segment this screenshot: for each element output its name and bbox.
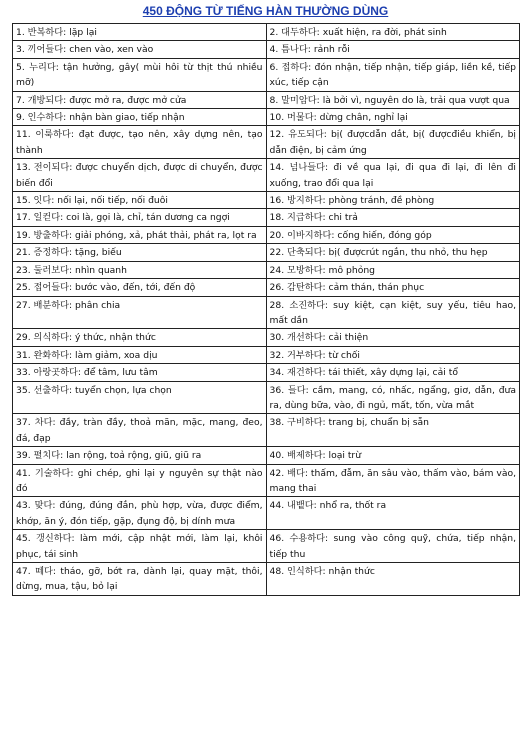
verb-entry: 15. 잇다: nối lại, nối tiếp, nối đuôi [13, 192, 267, 209]
verb-entry: 29. 의식하다: ý thức, nhận thức [13, 329, 267, 346]
verb-entry: 2. 대두하다: xuất hiện, ra đời, phát sinh [266, 24, 520, 41]
table-row [13, 530, 520, 563]
table-row [13, 346, 520, 363]
verb-entry: 19. 방출하다: giải phóng, xả, phát thải, phát ra, lọt ra [13, 226, 267, 243]
verb-entry: 32. 거부하다: từ chối [266, 346, 520, 363]
table-row [13, 109, 520, 126]
verb-entry: 5. 누리다: tận hưởng, gây( mùi hôi từ thịt thú nhiều mỡ) [13, 58, 267, 91]
verb-entry: 3. 끼어들다: chen vào, xen vào [13, 41, 267, 58]
table-row [13, 126, 520, 159]
verb-entry: 7. 개방되다: được mở ra, được mở cửa [13, 91, 267, 108]
table-row [13, 58, 520, 91]
page-title: 450 ĐỘNG TỪ TIẾNG HÀN THƯỜNG DÙNG [142, 4, 389, 18]
verb-entry: 33. 아랑곳하다: để tâm, lưu tâm [13, 364, 267, 381]
verb-entry: 23. 둘러보다: nhìn quanh [13, 261, 267, 278]
verb-entry: 44. 내뱉다: nhổ ra, thốt ra [266, 497, 520, 530]
table-row [13, 296, 520, 329]
verb-entry: 36. 들다: cầm, mang, có, nhấc, ngẩng, giơ, dẫn, đưa ra, dùng bữa, vào, đi ngủ, mất, tốn, vừa mắt [266, 381, 520, 414]
verb-entry: 20. 이바지하다: cống hiến, đóng góp [266, 226, 520, 243]
table-row [13, 41, 520, 58]
verb-entry: 34. 재건하다: tái thiết, xây dựng lại, cải tổ [266, 364, 520, 381]
table-row [13, 24, 520, 41]
table-row [13, 414, 520, 447]
verb-entry: 12. 유도되다: bị( đượcdẫn dắt, bị( đượcđiều khiển, bị dẫn điện, bị cảm ứng [266, 126, 520, 159]
verb-entry: 37. 차다: đầy, tràn đầy, thoả mãn, mặc, mang, đeo, đá, đạp [13, 414, 267, 447]
verb-entry: 1. 반복하다: lặp lại [13, 24, 267, 41]
verb-entry: 17. 일컫다: coi là, gọi là, chỉ, tán dương ca ngợi [13, 209, 267, 226]
verb-entry: 26. 감탄하다: cảm thán, thán phục [266, 279, 520, 296]
verb-entry: 9. 인수하다: nhận bàn giao, tiếp nhận [13, 109, 267, 126]
table-row [13, 244, 520, 261]
verb-entry: 31. 완화하다: làm giảm, xoa dịu [13, 346, 267, 363]
verb-entry: 48. 인식하다: nhận thức [266, 563, 520, 596]
table-row [13, 364, 520, 381]
verb-entry: 4. 틈나다: rảnh rỗi [266, 41, 520, 58]
verb-entry: 18. 지급하다: chi trả [266, 209, 520, 226]
verb-entry: 30. 개선하다: cải thiện [266, 329, 520, 346]
table-row [13, 563, 520, 596]
table-row [13, 159, 520, 192]
verb-entry: 35. 선출하다: tuyển chọn, lựa chọn [13, 381, 267, 414]
table-row [13, 91, 520, 108]
table-row [13, 497, 520, 530]
verb-entry: 24. 모방하다: mô phỏng [266, 261, 520, 278]
verb-entry: 45. 갱신하다: làm mới, cập nhật mới, làm lại, khôi phục, tái sinh [13, 530, 267, 563]
table-row [13, 261, 520, 278]
verb-entry: 6. 접하다: đón nhận, tiếp nhận, tiếp giáp, liền kề, tiếp xúc, tiếp cận [266, 58, 520, 91]
verb-entry: 27. 배분하다: phân chia [13, 296, 267, 329]
verb-entry: 11. 이룩하다: đạt được, tạo nên, xây dựng nên, tạo thành [13, 126, 267, 159]
table-row [13, 381, 520, 414]
table-row [13, 329, 520, 346]
verb-entry: 46. 수용하다: sung vào công quỹ, chứa, tiếp nhận, tiếp thu [266, 530, 520, 563]
verb-entry: 43. 맞다: đúng, đúng đắn, phù hợp, vừa, được điểm, khớp, ăn ý, đón tiếp, gặp, đụng độ, bị dính mưa [13, 497, 267, 530]
verb-table-body [13, 24, 520, 596]
verb-entry: 41. 기술하다: ghi chép, ghi lại y nguyên sự thật nào đó [13, 464, 267, 497]
table-row [13, 279, 520, 296]
verb-entry: 14. 넘나들다: đi về qua lại, đi qua đi lại, đi lên đi xuống, trao đổi qua lại [266, 159, 520, 192]
verb-entry: 8. 말미암다: là bởi vì, nguyên do là, trải qua vượt qua [266, 91, 520, 108]
verb-entry: 25. 접어들다: bước vào, đến, tới, đến độ [13, 279, 267, 296]
table-row [13, 192, 520, 209]
verb-table [12, 23, 520, 596]
table-row [13, 464, 520, 497]
verb-entry: 39. 펼치다: lan rộng, toả rộng, giũ, giũ ra [13, 447, 267, 464]
verb-entry: 16. 방지하다: phòng tránh, đề phòng [266, 192, 520, 209]
verb-entry: 28. 소진하다: suy kiệt, cạn kiệt, suy yếu, tiêu hao, mất dần [266, 296, 520, 329]
verb-entry: 47. 떼다: tháo, gỡ, bớt ra, dành lại, quay mặt, thôi, dừng, mua, tậu, bỏ lại [13, 563, 267, 596]
verb-entry: 13. 전이되다: được chuyển dịch, được di chuyển, được biến đổi [13, 159, 267, 192]
verb-entry: 22. 단축되다: bị( đượcrút ngắn, thu nhỏ, thu hẹp [266, 244, 520, 261]
verb-entry: 42. 배다: thấm, đẫm, ăn sâu vào, thấm vào, bám vào, mang thai [266, 464, 520, 497]
verb-entry: 38. 구비하다: trang bị, chuẩn bị sẵn [266, 414, 520, 447]
verb-entry: 21. 증정하다: tặng, biếu [13, 244, 267, 261]
verb-entry: 40. 배제하다: loại trừ [266, 447, 520, 464]
table-row [13, 447, 520, 464]
table-row [13, 209, 520, 226]
table-row [13, 226, 520, 243]
verb-entry: 10. 머물다: dừng chân, nghỉ lại [266, 109, 520, 126]
